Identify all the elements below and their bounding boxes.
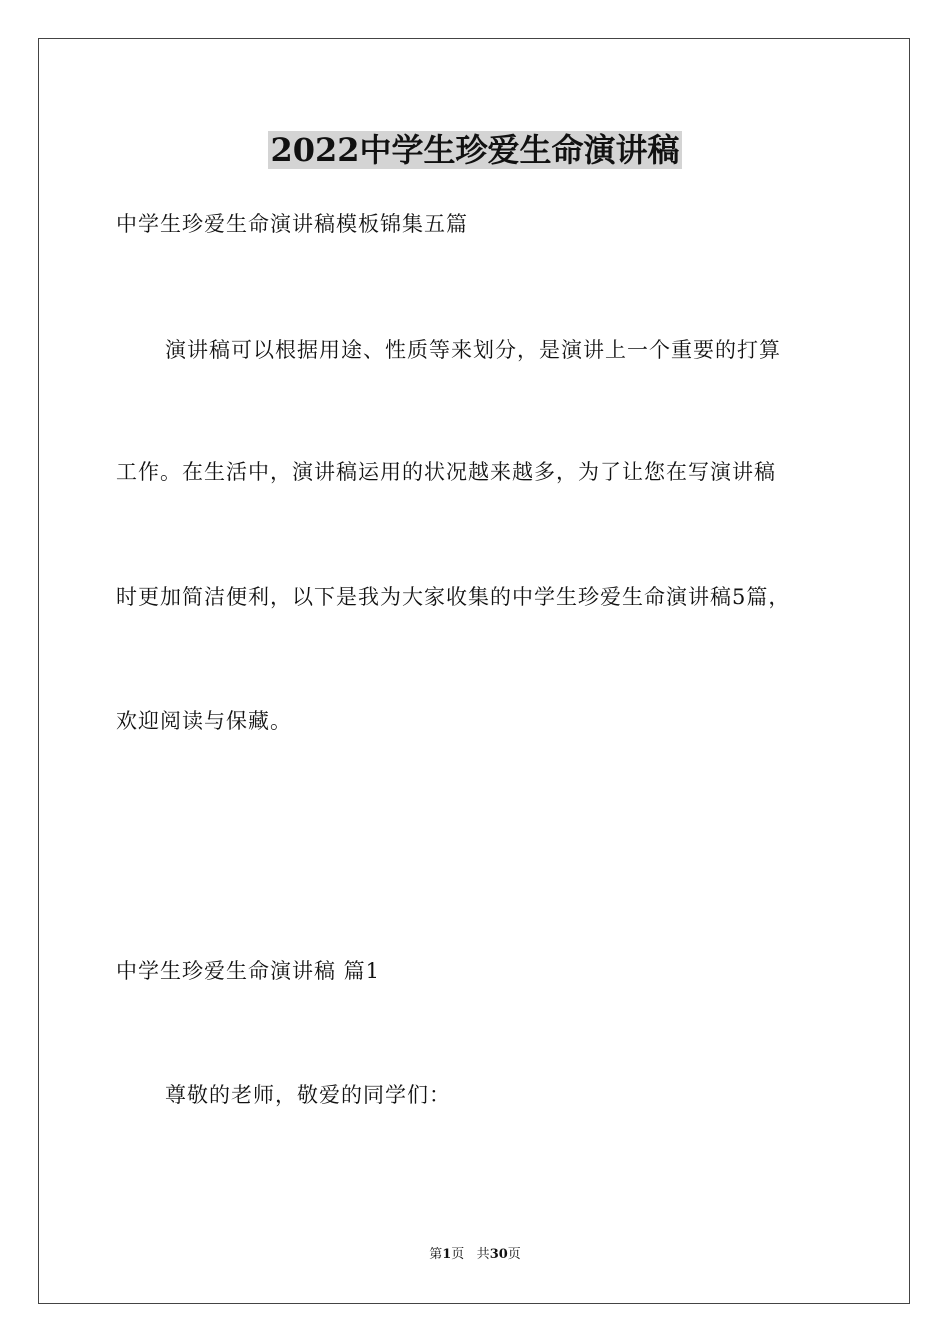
section-heading: 中学生珍爱生命演讲稿 篇1 [116,959,381,983]
page-footer [0,1246,950,1264]
page-prefix: 第 [429,1247,443,1262]
document-title [0,128,950,172]
intro-line-1: 演讲稿可以根据用途、性质等来划分，是演讲上一个重要的打算 [165,338,781,362]
total-prefix: 共 [476,1247,490,1262]
total-suffix: 页 [507,1247,521,1262]
document-subtitle: 中学生珍爱生命演讲稿模板锦集五篇 [116,212,468,236]
intro-line-4: 欢迎阅读与保藏。 [116,709,292,733]
page-suffix: 页 [451,1247,465,1262]
page-current: 1 [442,1247,452,1262]
greeting-line: 尊敬的老师，敬爱的同学们： [165,1083,451,1107]
page-total: 30 [489,1247,508,1262]
intro-line-2: 工作。在生活中，演讲稿运用的状况越来越多，为了让您在写演讲稿 [116,460,776,484]
document-title-text: 2022中学生珍爱生命演讲稿 [270,131,680,169]
intro-line-3: 时更加简洁便利，以下是我为大家收集的中学生珍爱生命演讲稿5篇， [116,585,791,609]
